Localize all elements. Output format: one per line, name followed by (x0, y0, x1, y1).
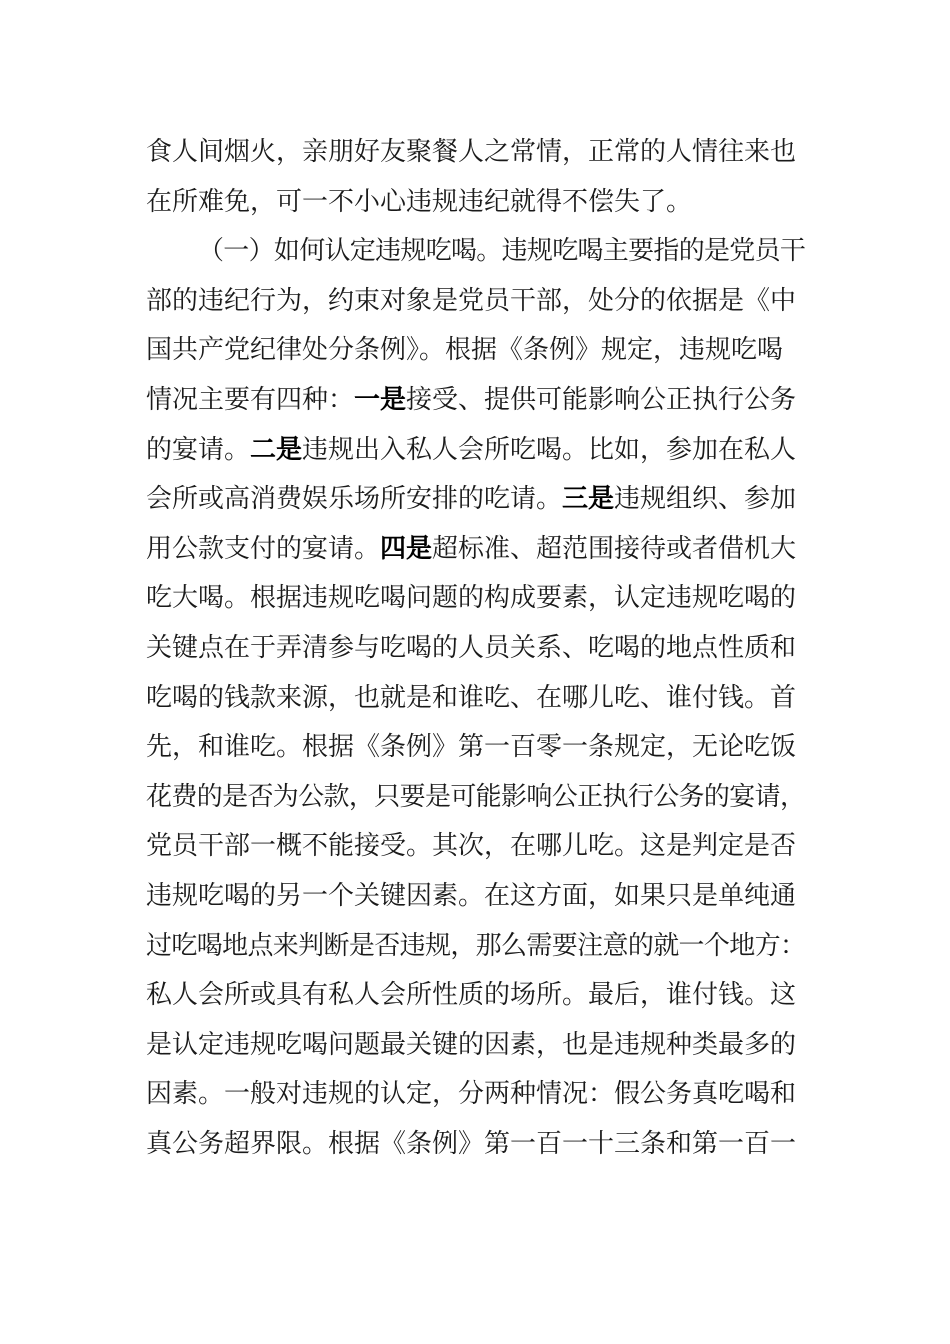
text-segment: 国共产党纪律处分条例》。根据《条例》规定，违规吃喝 (146, 335, 784, 366)
text-segment: 部的违纪行为，约束对象是党员干部，处分的依据是《中 (146, 285, 797, 316)
text-segment: 超标准、超范围接待或者借机大 (432, 533, 797, 564)
text-segment: 关键点在于弄清参与吃喝的人员关系、吃喝的地点性质和 (146, 632, 797, 663)
text-segment: 私人会所或具有私人会所性质的场所。最后，谁付钱。这 (146, 980, 797, 1011)
text-line (146, 872, 806, 922)
text-line (146, 525, 806, 575)
text-segment: 的宴请。 (146, 434, 251, 465)
text-segment: 吃大喝。根据违规吃喝问题的构成要素，认定违规吃喝的 (146, 583, 797, 614)
emphasis-label: 四是 (380, 533, 433, 564)
text-line (146, 1021, 806, 1071)
text-segment: 在所难免，可一不小心违规违纪就得不偿失了。 (146, 186, 693, 217)
text-segment: 党员干部一概不能接受。其次，在哪儿吃。这是判定是否 (146, 831, 797, 862)
text-segment: 食人间烟火，亲朋好友聚餐人之常情，正常的人情往来也 (146, 137, 797, 167)
text-line (146, 922, 806, 972)
text-line (146, 822, 806, 872)
text-segment: 先，和谁吃。根据《条例》第一百零一条规定，无论吃饭 (146, 732, 797, 763)
text-segment: （一）如何认定违规吃喝。违规吃喝主要指的是党员干 (198, 236, 806, 267)
text-segment: 因素。一般对违规的认定，分两种情况：假公务真吃喝和 (146, 1079, 797, 1110)
text-line (146, 1070, 806, 1120)
text-segment: 违规吃喝的另一个关键因素。在这方面，如果只是单纯通 (146, 880, 797, 911)
text-line (146, 426, 806, 476)
text-line (146, 1120, 806, 1170)
text-line (146, 475, 806, 525)
text-segment: 违规出入私人会所吃喝。比如，参加在私人 (302, 434, 797, 465)
text-segment: 用公款支付的宴请。 (146, 533, 381, 564)
text-segment: 吃喝的钱款来源，也就是和谁吃、在哪儿吃、谁付钱。首 (146, 682, 797, 713)
text-line (146, 128, 806, 178)
text-line (146, 773, 806, 823)
text-segment: 真公务超界限。根据《条例》第一百一十三条和第一百一 (146, 1128, 797, 1159)
body-text (146, 128, 806, 1169)
text-line (146, 723, 806, 773)
text-line (146, 624, 806, 674)
text-line (146, 227, 806, 277)
emphasis-label: 二是 (250, 434, 303, 465)
text-segment: 是认定违规吃喝问题最关键的因素，也是违规种类最多的 (146, 1029, 797, 1060)
text-segment: 花费的是否为公款，只要是可能影响公正执行公务的宴请， (146, 781, 806, 812)
text-line (146, 376, 806, 426)
text-line (146, 574, 806, 624)
emphasis-label: 三是 (562, 484, 615, 515)
text-segment: 过吃喝地点来判断是否违规，那么需要注意的就一个地方： (146, 930, 806, 961)
text-line (146, 326, 806, 376)
text-segment: 接受、提供可能影响公正执行公务 (406, 384, 797, 415)
text-segment: 情况主要有四种： (146, 384, 355, 415)
text-segment: 违规组织、参加 (614, 484, 797, 515)
text-line (146, 277, 806, 327)
text-line (146, 674, 806, 724)
emphasis-label: 一是 (354, 384, 407, 415)
text-segment: 会所或高消费娱乐场所安排的吃请。 (146, 484, 563, 515)
text-line (146, 971, 806, 1021)
text-line (146, 178, 806, 228)
